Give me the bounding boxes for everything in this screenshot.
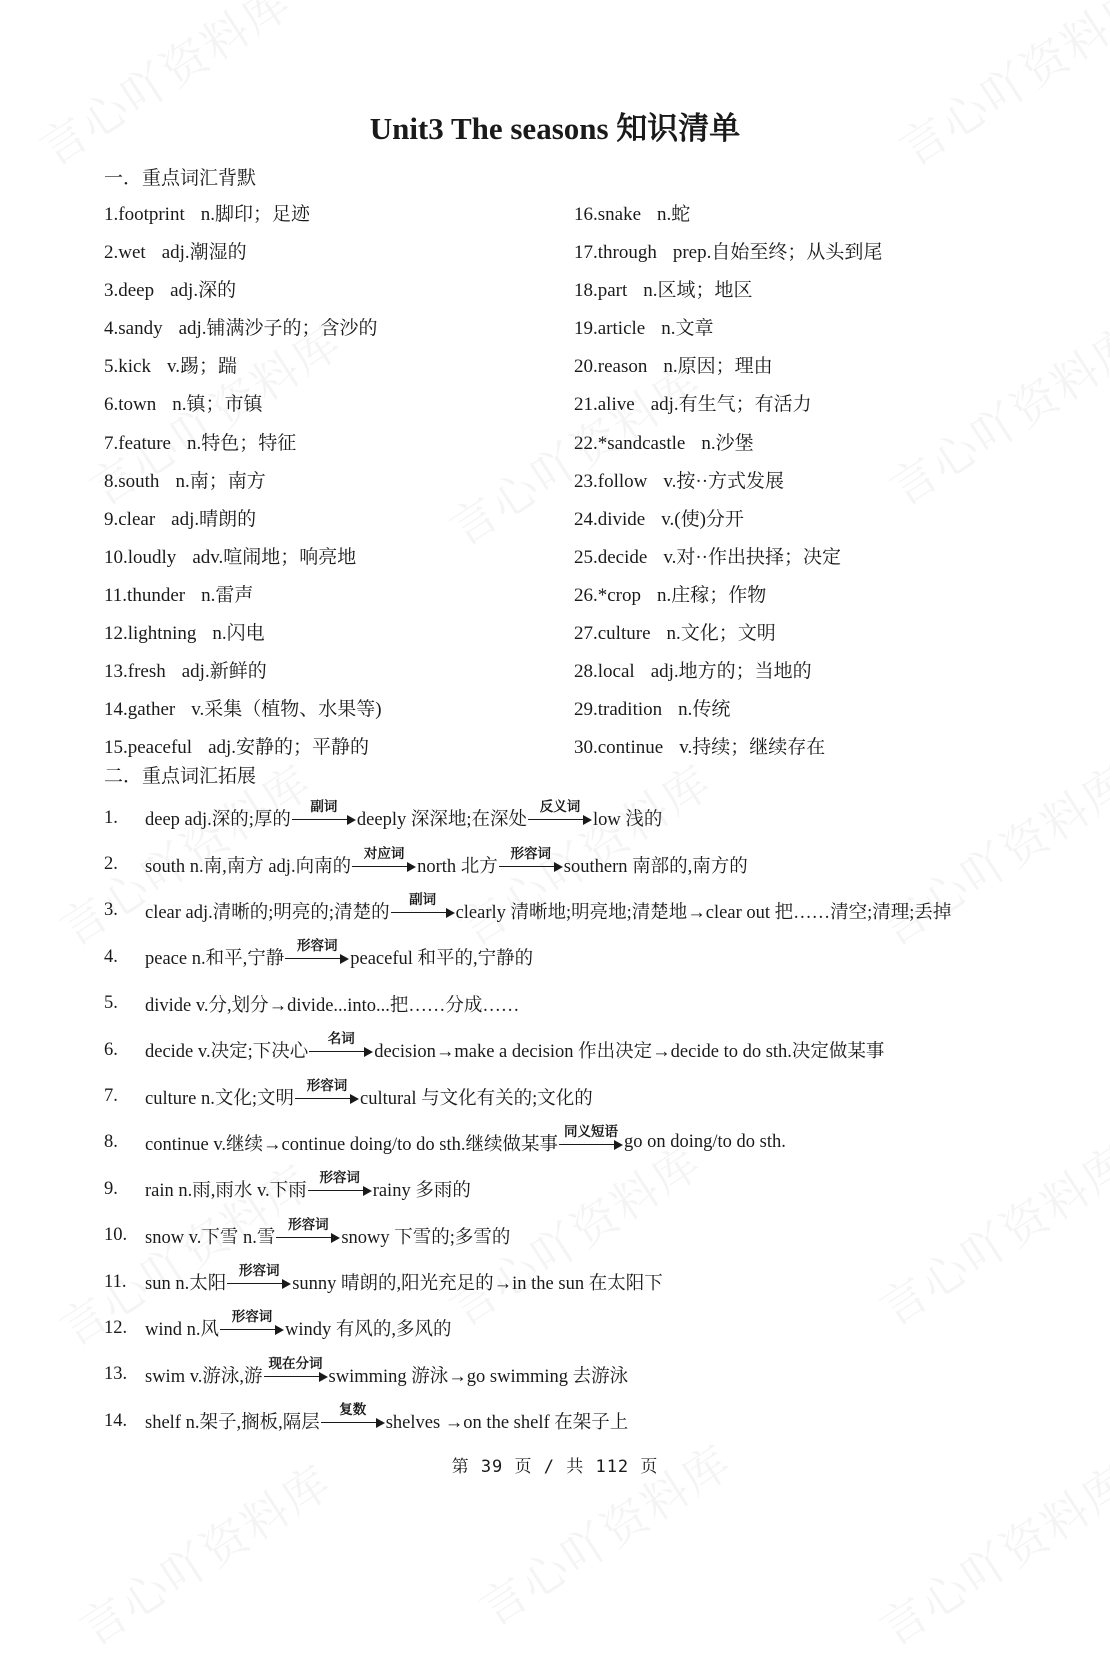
derivation-label: 形容词 — [319, 1170, 360, 1187]
vocabulary-item — [104, 577, 382, 615]
vocabulary-word: 7.feature — [104, 432, 171, 454]
vocabulary-word: 23.follow — [574, 470, 648, 492]
vocabulary-item — [574, 463, 882, 501]
watermark-text — [25, 0, 302, 179]
vocabulary-item — [104, 272, 382, 310]
derivation-label: 副词 — [409, 891, 437, 908]
expansion-item — [104, 795, 1024, 841]
vocabulary-item — [574, 615, 882, 653]
expansion-number: 14. — [104, 1410, 128, 1431]
expansion-text: decision→make a decision 作出决定→decide to do sth.决定做某事 — [374, 1042, 885, 1063]
expansion-text: culture n.文化;文明 — [145, 1088, 295, 1109]
expansion-number: 5. — [104, 993, 118, 1014]
derivation-label: 复数 — [339, 1402, 367, 1419]
expansion-item — [104, 1073, 1024, 1119]
derivation-arrow-icon — [220, 1309, 284, 1337]
expansion-text: low 浅的 — [593, 810, 663, 831]
vocabulary-word: 12.lightning — [104, 623, 197, 645]
vocabulary-meaning: n.沙堡 — [701, 432, 754, 454]
expansion-number: 12. — [104, 1317, 128, 1338]
vocabulary-word: 24.divide — [574, 508, 646, 530]
expansion-number: 9. — [104, 1178, 118, 1199]
vocabulary-meaning: adj.有生气；有活力 — [650, 394, 812, 416]
vocabulary-list — [104, 196, 1004, 766]
vocabulary-word: 22.*sandcastle — [574, 432, 686, 454]
derivation-arrow-icon — [264, 1355, 328, 1384]
expansion-item — [104, 1352, 1024, 1398]
vocabulary-meaning: adj.晴朗的 — [171, 508, 257, 530]
vocabulary-item — [574, 348, 882, 386]
expansion-text: divide v.分,划分→divide...into...把……分成…… — [145, 995, 520, 1016]
vocabulary-word: 5.kick — [104, 356, 151, 378]
vocabulary-item — [104, 653, 382, 691]
vocabulary-item — [574, 272, 882, 310]
expansion-text: go on doing/to do sth. — [623, 1132, 786, 1153]
vocabulary-item — [574, 196, 882, 234]
vocabulary-item — [574, 577, 882, 615]
derivation-label: 对应词 — [363, 845, 405, 862]
vocabulary-column-right — [574, 196, 882, 767]
vocabulary-meaning: v.按··方式发展 — [663, 470, 785, 492]
derivation-arrow-icon — [321, 1402, 385, 1430]
derivation-label: 形容词 — [306, 1077, 348, 1094]
page-footer: 第 39 页 / 共 112 页 — [451, 1457, 659, 1477]
vocabulary-meaning: adj.潮湿的 — [161, 242, 247, 264]
expansion-text: peace n.和平,宁静 — [145, 949, 285, 970]
vocabulary-word: 19.article — [574, 318, 646, 340]
expansion-number: 13. — [104, 1364, 128, 1385]
expansion-item — [104, 1120, 1024, 1166]
vocabulary-word: 6.town — [104, 394, 157, 416]
vocabulary-word: 15.peaceful — [104, 737, 193, 759]
expansion-text: decide v.决定;下决心 — [145, 1042, 309, 1063]
derivation-arrow-icon — [227, 1263, 291, 1291]
expansion-text: swim v.游泳,游 — [145, 1366, 263, 1387]
vocabulary-item — [574, 691, 882, 729]
vocabulary-item — [574, 501, 882, 539]
vocabulary-item — [104, 234, 382, 272]
derivation-arrow-icon — [308, 1170, 372, 1198]
vocabulary-word: 17.through — [574, 242, 657, 264]
expansion-text: deep adj.深的;厚的 — [145, 810, 291, 831]
vocabulary-expansion-list — [104, 795, 1024, 1444]
expansion-item — [104, 1166, 1024, 1212]
expansion-text: shelves →on the shelf 在架子上 — [385, 1413, 629, 1434]
expansion-text: clear adj.清晰的;明亮的;清楚的 — [145, 902, 390, 923]
derivation-arrow-icon — [559, 1123, 623, 1152]
watermark-text — [885, 0, 1110, 179]
derivation-label: 名词 — [327, 1031, 355, 1048]
derivation-label: 现在分词 — [268, 1355, 323, 1372]
vocabulary-word: 13.fresh — [104, 661, 166, 683]
vocabulary-item — [574, 729, 882, 767]
derivation-label: 同义短语 — [563, 1123, 618, 1140]
expansion-item — [104, 981, 1024, 1027]
vocabulary-meaning: n.雷声 — [201, 584, 254, 606]
expansion-number: 10. — [104, 1225, 128, 1246]
expansion-number: 6. — [104, 1039, 118, 1060]
vocabulary-column-left — [104, 196, 382, 767]
vocabulary-meaning: adj.铺满沙子的；含沙的 — [178, 318, 378, 340]
derivation-arrow-icon — [352, 845, 416, 874]
vocabulary-meaning: n.文化；文明 — [666, 623, 776, 645]
expansion-item — [104, 888, 1024, 934]
vocabulary-item — [104, 425, 382, 463]
expansion-number: 4. — [104, 946, 118, 967]
vocabulary-meaning: n.脚印；足迹 — [200, 204, 311, 225]
page-title: Unit3 The seasons 知识清单 — [369, 111, 741, 146]
expansion-text: south n.南,南方 adj.向南的 — [145, 856, 352, 877]
derivation-label: 反义词 — [539, 799, 581, 816]
expansion-number: 3. — [104, 900, 118, 921]
expansion-number: 11. — [104, 1271, 127, 1292]
derivation-arrow-icon — [309, 1031, 373, 1059]
derivation-arrow-icon — [391, 891, 455, 920]
vocabulary-word: 10.loudly — [104, 546, 177, 568]
vocabulary-word: 29.tradition — [574, 699, 663, 721]
derivation-label: 形容词 — [288, 1216, 329, 1233]
expansion-text: continue v.继续→continue doing/to do sth.继续做某事 — [145, 1134, 558, 1155]
vocabulary-word: 9.clear — [104, 508, 156, 530]
vocabulary-item — [104, 691, 382, 729]
watermark-text — [865, 1447, 1110, 1659]
vocabulary-meaning: n.镇；市镇 — [172, 394, 263, 416]
expansion-text: deeply 深深地;在深处 — [356, 810, 527, 831]
expansion-text: shelf n.架子,搁板,隔层 — [145, 1413, 320, 1434]
section-heading-expansion: 二．重点词汇拓展 — [104, 765, 257, 787]
derivation-label: 副词 — [310, 799, 338, 816]
vocabulary-word: 27.culture — [574, 623, 651, 645]
expansion-number: 7. — [104, 1086, 118, 1107]
vocabulary-word: 16.snake — [574, 204, 642, 225]
vocabulary-meaning: n.南；南方 — [175, 470, 266, 492]
expansion-text: peaceful 和平的,宁静的 — [350, 949, 534, 970]
expansion-text: rain n.雨,雨水 v.下雨 — [145, 1181, 307, 1202]
expansion-item — [104, 934, 1024, 980]
expansion-text: southern 南部的,南方的 — [563, 856, 748, 877]
vocabulary-meaning: adj.深的 — [170, 280, 237, 302]
expansion-text: rainy 多雨的 — [372, 1181, 471, 1202]
derivation-arrow-icon — [528, 799, 592, 827]
vocabulary-item — [104, 310, 382, 348]
expansion-number: 2. — [104, 854, 118, 875]
expansion-item — [104, 1259, 1024, 1305]
vocabulary-word: 14.gather — [104, 699, 176, 721]
expansion-text: windy 有风的,多风的 — [285, 1320, 452, 1341]
vocabulary-item — [574, 425, 882, 463]
vocabulary-word: 11.thunder — [104, 584, 186, 606]
vocabulary-word: 21.alive — [574, 394, 635, 416]
vocabulary-meaning: n.庄稼；作物 — [657, 584, 767, 606]
vocabulary-item — [104, 539, 382, 577]
vocabulary-meaning: adj.新鲜的 — [181, 661, 267, 683]
watermark-text — [65, 1447, 342, 1659]
expansion-item — [104, 1398, 1024, 1444]
derivation-label: 形容词 — [238, 1263, 280, 1280]
derivation-arrow-icon — [276, 1216, 340, 1245]
expansion-text: sunny 晴朗的,阳光充足的→in the sun 在太阳下 — [292, 1274, 663, 1295]
expansion-item — [104, 1027, 1024, 1073]
vocabulary-item — [574, 386, 882, 424]
vocabulary-item — [104, 463, 382, 501]
derivation-label: 形容词 — [510, 845, 552, 862]
vocabulary-meaning: v.采集（植物、水果等) — [191, 699, 382, 721]
vocabulary-word: 18.part — [574, 280, 628, 302]
vocabulary-word: 28.local — [574, 661, 635, 683]
vocabulary-meaning: n.区域；地区 — [643, 280, 753, 302]
vocabulary-meaning: n.蛇 — [657, 204, 691, 225]
expansion-item — [104, 841, 1024, 887]
vocabulary-item — [574, 653, 882, 691]
vocabulary-item — [574, 234, 882, 272]
vocabulary-meaning: v.踢；踹 — [166, 356, 237, 378]
vocabulary-word: 25.decide — [574, 546, 648, 568]
vocabulary-word: 26.*crop — [574, 584, 642, 606]
vocabulary-word: 4.sandy — [104, 318, 163, 340]
derivation-arrow-icon — [285, 938, 349, 966]
expansion-text: north 北方 — [417, 856, 498, 877]
vocabulary-meaning: v.(使)分开 — [661, 508, 744, 530]
vocabulary-meaning: adj.地方的；当地的 — [650, 661, 812, 683]
section-heading-vocabulary: 一．重点词汇背默 — [104, 167, 257, 189]
vocabulary-meaning: n.特色；特征 — [186, 432, 297, 454]
vocabulary-item — [104, 501, 382, 539]
expansion-text: swimming 游泳→go swimming 去游泳 — [328, 1366, 629, 1387]
derivation-arrow-icon — [499, 845, 563, 874]
expansion-text: wind n.风 — [145, 1320, 220, 1341]
expansion-text: snowy 下雪的;多雪的 — [341, 1227, 511, 1248]
expansion-number: 8. — [104, 1132, 118, 1153]
vocabulary-meaning: adv.喧闹地；响亮地 — [192, 546, 357, 568]
vocabulary-item — [574, 310, 882, 348]
expansion-text: clearly 清晰地;明亮地;清楚地→clear out 把……清空;清理;丢掉 — [455, 902, 952, 923]
expansion-text: cultural 与文化有关的;文化的 — [360, 1088, 593, 1109]
vocabulary-item — [104, 348, 382, 386]
derivation-label: 形容词 — [296, 938, 338, 955]
vocabulary-item — [104, 615, 382, 653]
vocabulary-meaning: prep.自始至终；从头到尾 — [672, 242, 883, 264]
expansion-text: sun n.太阳 — [145, 1274, 227, 1295]
expansion-number: 1. — [104, 807, 118, 828]
vocabulary-meaning: n.原因；理由 — [663, 356, 773, 378]
vocabulary-meaning: n.闪电 — [212, 623, 265, 645]
vocabulary-item — [104, 386, 382, 424]
vocabulary-word: 20.reason — [574, 356, 648, 378]
vocabulary-meaning: n.文章 — [661, 318, 714, 340]
vocabulary-word: 2.wet — [104, 242, 146, 264]
derivation-arrow-icon — [292, 799, 356, 827]
vocabulary-meaning: adj.安静的；平静的 — [208, 737, 370, 759]
vocabulary-word: 30.continue — [574, 737, 664, 759]
vocabulary-word: 3.deep — [104, 280, 155, 302]
vocabulary-word: 8.south — [104, 470, 160, 492]
derivation-arrow-icon — [295, 1077, 359, 1106]
derivation-label: 形容词 — [231, 1309, 273, 1326]
vocabulary-item — [104, 196, 382, 234]
vocabulary-meaning: v.对··作出抉择；决定 — [663, 546, 841, 568]
vocabulary-word: 1.footprint — [104, 204, 185, 225]
vocabulary-item — [574, 539, 882, 577]
vocabulary-meaning: n.传统 — [678, 699, 731, 721]
expansion-item — [104, 1305, 1024, 1351]
expansion-item — [104, 1213, 1024, 1259]
vocabulary-meaning: v.持续；继续存在 — [679, 737, 826, 759]
expansion-text: snow v.下雪 n.雪 — [145, 1227, 276, 1248]
